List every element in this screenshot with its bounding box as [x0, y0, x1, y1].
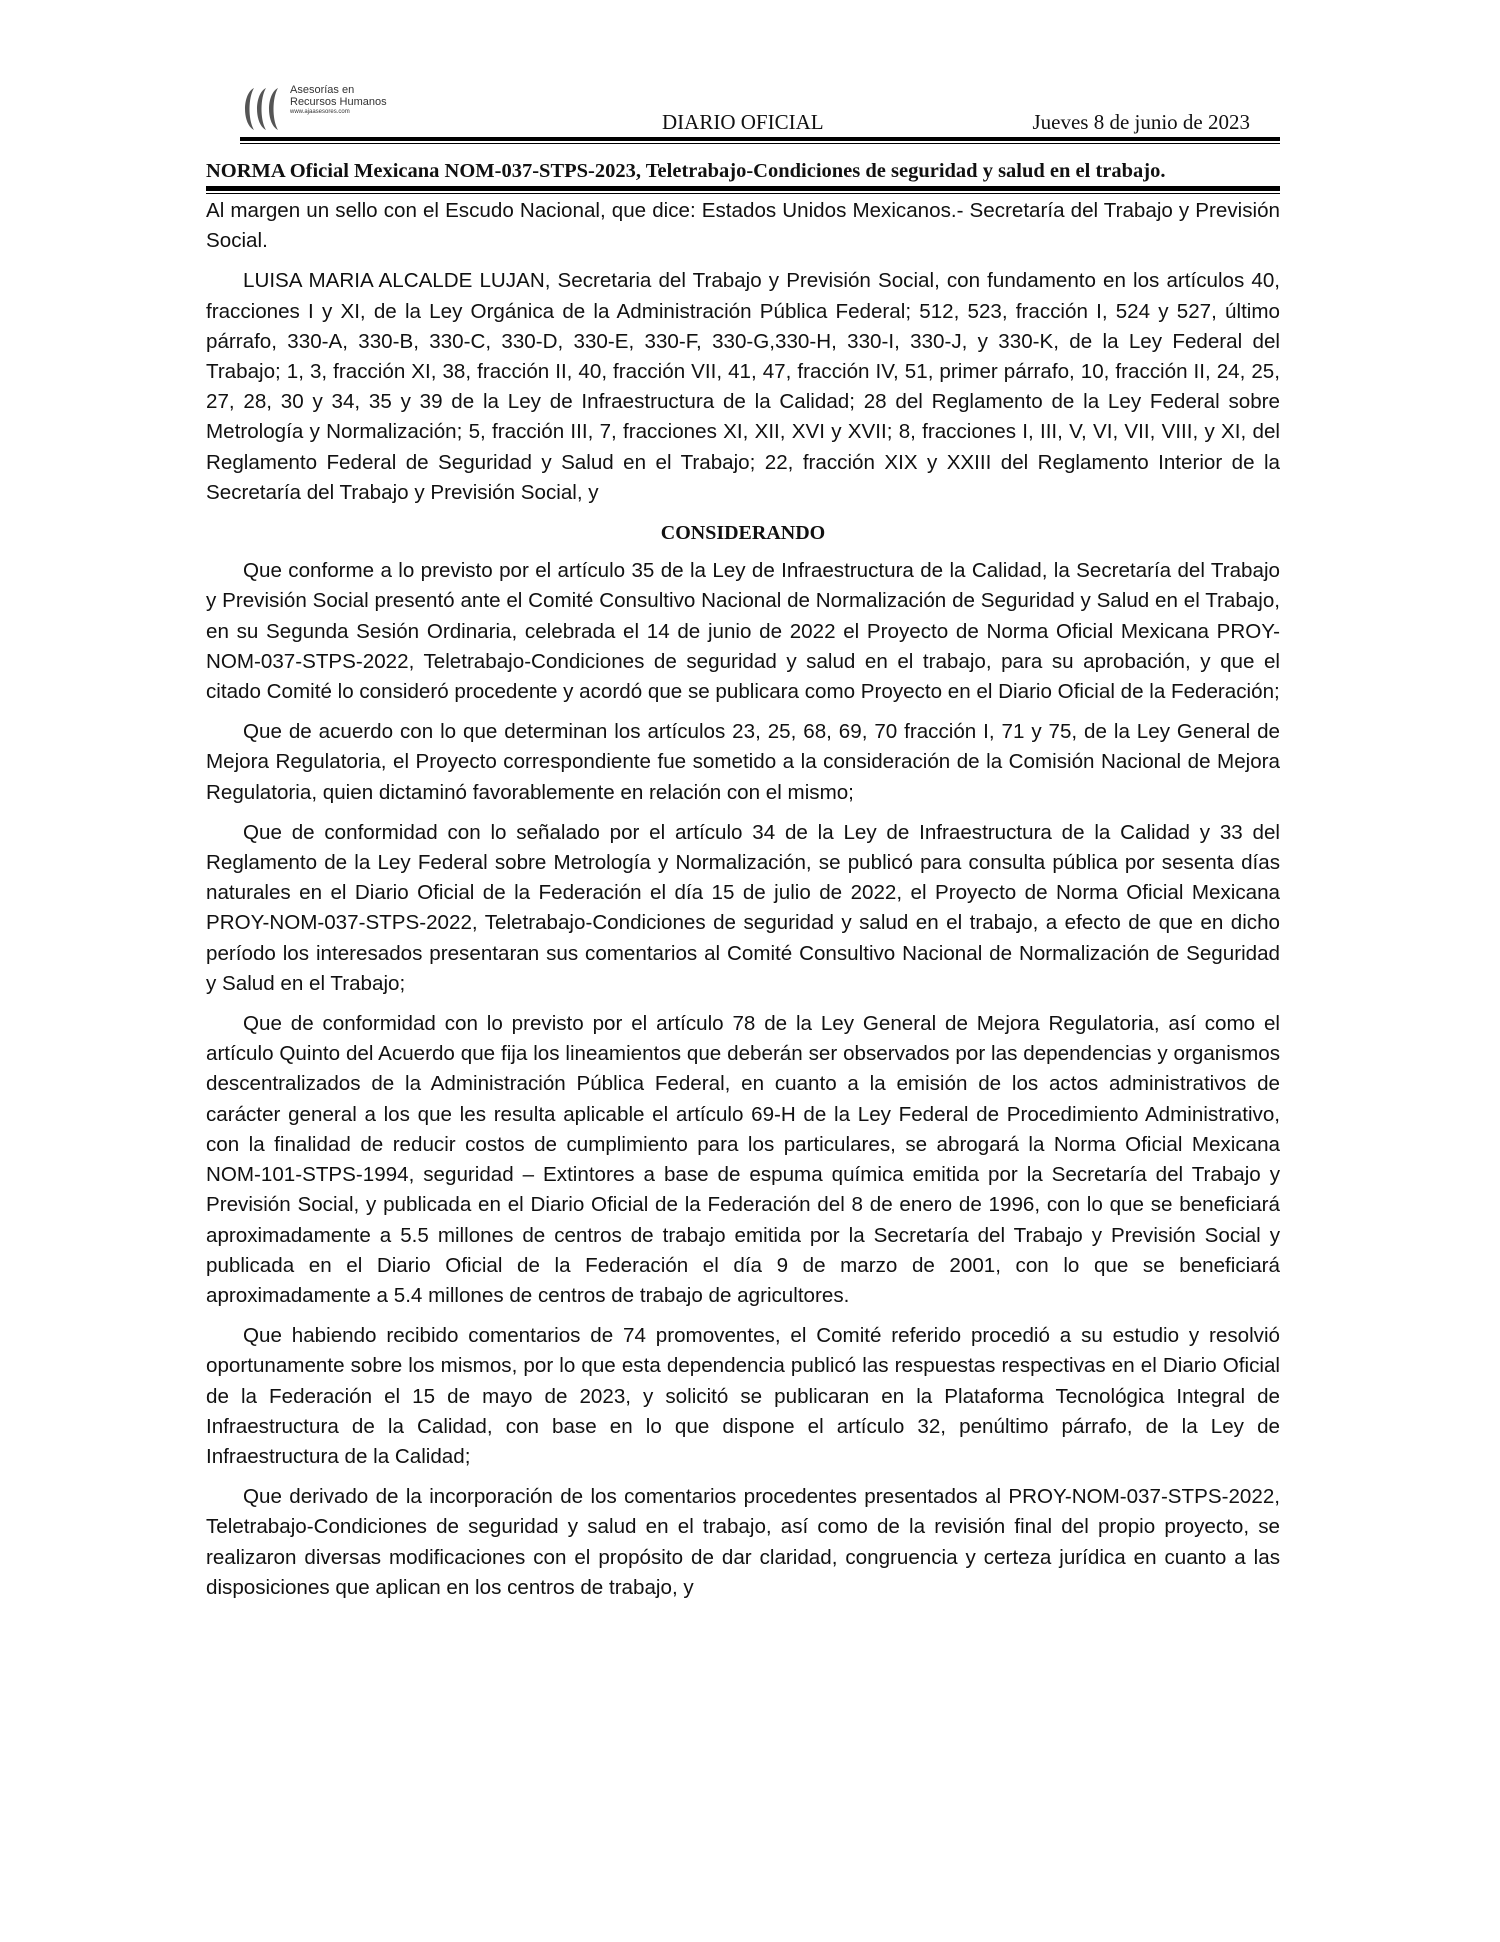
paragraph: Que de conformidad con lo señalado por el artículo 34 de la Ley de Infraestructura de la Calidad y 33 del Reglamento de la Ley Federal sobre Metrología y Normalización, se publicó para consulta pública por sesenta días naturales en el Diario Oficial de la Federación el día 15 de julio de 2022, el Proyecto de Norma Oficial Mexicana PROY-NOM-037-STPS-2022, Teletrabajo-Condiciones de seguridad y salud en el trabajo, a efecto de que en dicho período los interesados presentaran sus comentarios al Comité Consultivo Nacional de Normalización de Seguridad y Salud en el Trabajo;	[206, 820, 1280, 995]
paragraph: Que derivado de la incorporación de los comentarios procedentes presentados al PROY-NOM-037-STPS-2022, Teletrabajo-Condiciones de seguridad y salud en el trabajo, así como de la revisión final del propio proyecto, se realizaron diversas modificaciones con el propósito de dar claridad, congruencia y certeza jurídica en cuanto a las disposiciones que aplican en los centros de trabajo, y	[206, 1485, 1280, 1599]
title-rule-thin	[206, 193, 1280, 194]
logo-line-3: www.ajaasesores.com	[290, 109, 350, 115]
paragraph: Que de conformidad con lo previsto por el artículo 78 de la Ley General de Mejora Regulatoria, así como el artículo Quinto del Acuerdo que fija los lineamientos que deberán ser observados por las dependencias y organismos descentralizados de la Administración Pública Federal, en cuanto a la emisión de los actos administrativos de carácter general a los que les resulta aplicable el artículo 69-H de la Ley Federal de Procedimiento Administrativo, con la finalidad de reducir costos de cumplimiento para los particulares, se abrogará la Norma Oficial Mexicana NOM-101-STPS-1994, seguridad – Extintores a base de espuma química emitida por la Secretaría del Trabajo y Previsión Social, y publicada en el Diario Oficial de la Federación del 8 de enero de 1996, con lo que se beneficiará aproximadamente a 5.5 millones de centros de trabajo emitida por la Secretaría del Trabajo y Previsión Social y publicada en el Diario Oficial de la Federación el día 9 de marzo de 2001, con lo que se beneficiará aproximadamente a 5.4 millones de centros de trabajo de agricultores.	[206, 1012, 1280, 1307]
paragraph: Que habiendo recibido comentarios de 74 promoventes, el Comité referido procedió a su estudio y resolvió oportunamente sobre los mismos, por lo que esta dependencia publicó las respuestas respectivas en el Diario Oficial de la Federación el 15 de mayo de 2023, y solicitó se publicaran en la Plataforma Tecnológica Integral de Infraestructura de la Calidad, con base en lo que dispone el artículo 32, penúltimo párrafo, de la Ley de Infraestructura de la Calidad;	[206, 1324, 1280, 1468]
publication-date: Jueves 8 de junio de 2023	[1032, 110, 1250, 134]
header-rule-thin	[240, 143, 1280, 144]
title-rule	[206, 186, 1280, 191]
logo-mark-icon	[240, 84, 288, 134]
header-rule	[240, 137, 1280, 141]
preamble-paragraph: LUISA MARIA ALCALDE LUJAN, Secretaria del Trabajo y Previsión Social, con fundamento en los artículos 40, fracciones I y XI, de la Ley Orgánica de la Administración Pública Federal; 512, 523, fracción I, 524 y 527, último párrafo, 330-A, 330-B, 330-C, 330-D, 330-E, 330-F, 330-G,330-H, 330-I, 330-J, y 330-K, de la Ley Federal del Trabajo; 1, 3, fracción XI, 38, fracción II, 40, fracción VII, 41, 47, fracción IV, 51, primer párrafo, 10, fracción II, 24, 25, 27, 28, 30 y 34, 35 y 39 de la Ley de Infraestructura de la Calidad; 28 del Reglamento de la Ley Federal sobre Metrología y Normalización; 5, fracción III, 7, fracciones XI, XII, XVI y XVII; 8, fracciones I, III, V, VI, VII, VIII, y XI, del Reglamento Federal de Seguridad y Salud en el Trabajo; 22, fracción XIX y XXIII del Reglamento Interior de la Secretaría del Trabajo y Previsión Social, y	[206, 269, 1280, 504]
paragraph: Que de acuerdo con lo que determinan los artículos 23, 25, 68, 69, 70 fracción I, 71 y 75, de la Ley General de Mejora Regulatoria, el Proyecto correspondiente fue sometido a la consideración de la Comisión Nacional de Mejora Regulatoria, quien dictaminó favorablemente en relación con el mismo;	[206, 720, 1280, 804]
logo-line-1: Asesorías en	[290, 84, 355, 96]
paragraph: Que conforme a lo previsto por el artículo 35 de la Ley de Infraestructura de la Calidad, la Secretaría del Trabajo y Previsión Social presentó ante el Comité Consultivo Nacional de Normalización de Seguridad y Salud en el Trabajo, en su Segunda Sesión Ordinaria, celebrada el 14 de junio de 2022 el Proyecto de Norma Oficial Mexicana PROY-NOM-037-STPS-2022, Teletrabajo-Condiciones de seguridad y salud en el trabajo, para su aprobación, y que el citado Comité lo consideró procedente y acordó que se publicara como Proyecto en el Diario Oficial de la Federación;	[206, 559, 1280, 704]
intro-paragraph: Al margen un sello con el Escudo Nacional, que dice: Estados Unidos Mexicanos.- Secretaría del Trabajo y Previsión Social.	[206, 199, 1280, 253]
publication-name: DIARIO OFICIAL	[662, 110, 824, 134]
logo-line-2: Recursos Humanos	[290, 96, 387, 108]
document-title: NORMA Oficial Mexicana NOM-037-STPS-2023, Teletrabajo-Condiciones de seguridad y salud en el trabajo.	[206, 160, 1166, 182]
publisher-logo	[240, 84, 415, 134]
document-body	[206, 196, 1280, 1613]
section-heading: CONSIDERANDO	[660, 522, 826, 545]
